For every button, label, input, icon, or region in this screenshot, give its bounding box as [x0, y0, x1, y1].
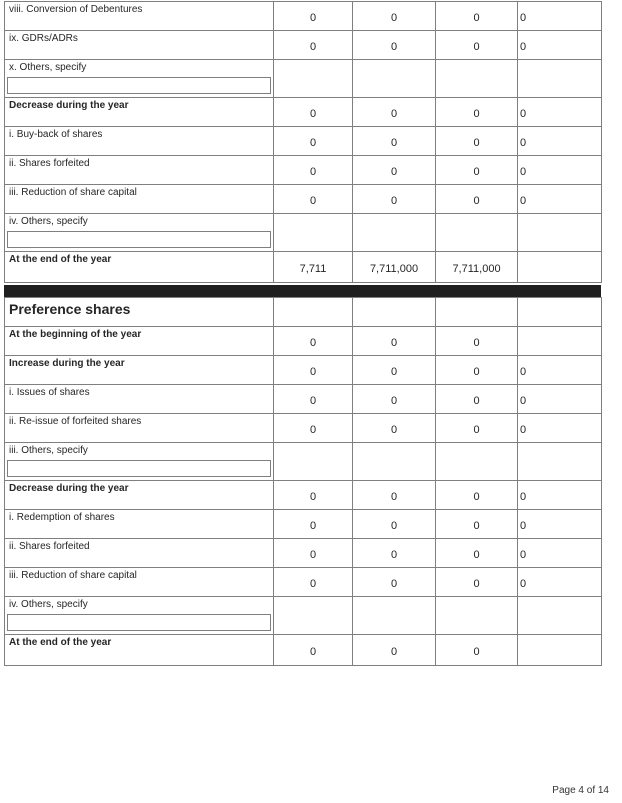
row-label: i. Issues of shares [5, 385, 274, 414]
cell-value [436, 60, 518, 98]
section-title: Preference shares [5, 298, 274, 327]
cell-value: 0 [353, 356, 436, 385]
cell-value [518, 327, 602, 356]
cell-value: 0 [518, 385, 602, 414]
table-row [5, 356, 602, 385]
table-row [5, 539, 602, 568]
cell-value: 0 [274, 568, 353, 597]
cell-value: 0 [353, 31, 436, 60]
table-row [5, 635, 602, 666]
cell-value: 0 [353, 539, 436, 568]
cell-value: 0 [436, 510, 518, 539]
table-row [5, 597, 602, 635]
cell-value: 0 [436, 481, 518, 510]
cell-value: 0 [436, 356, 518, 385]
table-row [5, 2, 602, 31]
cell-value: 0 [274, 510, 353, 539]
cell-value: 0 [436, 414, 518, 443]
table-row [5, 252, 602, 283]
cell-value [274, 298, 353, 327]
row-label: iv. Others, specify [9, 599, 88, 610]
cell-value: 0 [436, 185, 518, 214]
table-row [5, 385, 602, 414]
cell-value: 0 [353, 385, 436, 414]
cell-value: 0 [353, 327, 436, 356]
cell-value: 7,711 [274, 252, 353, 283]
cell-value [518, 635, 602, 666]
cell-value: 0 [353, 2, 436, 31]
preference-others-specify-iii-input[interactable] [7, 460, 271, 477]
cell-value: 0 [436, 539, 518, 568]
cell-value [436, 298, 518, 327]
cell-value: 0 [436, 2, 518, 31]
cell-value: 0 [274, 414, 353, 443]
cell-value: 0 [436, 385, 518, 414]
cell-value: 0 [518, 568, 602, 597]
row-label: Decrease during the year [5, 481, 274, 510]
equity-others-specify-x-input[interactable] [7, 77, 271, 94]
cell-value: 0 [353, 414, 436, 443]
cell-value: 0 [436, 127, 518, 156]
cell-value: 0 [274, 185, 353, 214]
cell-value: 0 [274, 356, 353, 385]
cell-value [436, 597, 518, 635]
row-label: iii. Reduction of share capital [5, 568, 274, 597]
cell-value: 0 [353, 510, 436, 539]
cell-value [353, 214, 436, 252]
cell-value [353, 60, 436, 98]
row-label: ii. Re-issue of forfeited shares [5, 414, 274, 443]
cell-value: 0 [518, 31, 602, 60]
cell-value [274, 443, 353, 481]
cell-value [518, 214, 602, 252]
cell-value: 0 [274, 539, 353, 568]
cell-value [518, 60, 602, 98]
row-label: At the end of the year [5, 252, 274, 283]
preference-shares-table [4, 297, 602, 666]
cell-value [353, 298, 436, 327]
cell-value: 0 [518, 414, 602, 443]
row-label-with-input [5, 214, 274, 252]
row-label: viii. Conversion of Debentures [5, 2, 274, 31]
cell-value: 0 [518, 356, 602, 385]
cell-value: 0 [353, 481, 436, 510]
cell-value: 0 [274, 385, 353, 414]
cell-value: 0 [518, 539, 602, 568]
cell-value: 0 [274, 2, 353, 31]
page-number: Page 4 of 14 [552, 785, 609, 796]
row-label: Decrease during the year [5, 98, 274, 127]
table-row [5, 98, 602, 127]
cell-value: 0 [436, 98, 518, 127]
table-row [5, 414, 602, 443]
cell-value: 0 [274, 98, 353, 127]
row-label: ix. GDRs/ADRs [5, 31, 274, 60]
cell-value: 0 [518, 481, 602, 510]
row-label-with-input [5, 443, 274, 481]
preference-others-specify-iv-input[interactable] [7, 614, 271, 631]
cell-value [274, 214, 353, 252]
cell-value [274, 597, 353, 635]
cell-value [518, 298, 602, 327]
row-label: i. Buy-back of shares [5, 127, 274, 156]
row-label: At the beginning of the year [5, 327, 274, 356]
row-label: ii. Shares forfeited [5, 539, 274, 568]
cell-value: 0 [274, 127, 353, 156]
row-label: ii. Shares forfeited [5, 156, 274, 185]
cell-value: 0 [274, 635, 353, 666]
cell-value: 0 [353, 635, 436, 666]
cell-value [518, 252, 602, 283]
cell-value [274, 60, 353, 98]
row-label: iv. Others, specify [9, 216, 88, 227]
cell-value: 0 [436, 156, 518, 185]
table-row [5, 510, 602, 539]
section-divider-band [4, 285, 601, 297]
cell-value: 0 [274, 481, 353, 510]
cell-value [436, 214, 518, 252]
equity-others-specify-iv-input[interactable] [7, 231, 271, 248]
row-label: iii. Others, specify [9, 445, 88, 456]
row-label: x. Others, specify [9, 62, 87, 73]
table-row [5, 214, 602, 252]
cell-value: 0 [518, 156, 602, 185]
table-row [5, 185, 602, 214]
cell-value [436, 443, 518, 481]
cell-value: 0 [518, 185, 602, 214]
cell-value: 7,711,000 [353, 252, 436, 283]
row-label: At the end of the year [5, 635, 274, 666]
row-label-with-input [5, 597, 274, 635]
cell-value: 0 [274, 327, 353, 356]
cell-value: 0 [436, 568, 518, 597]
cell-value: 0 [518, 2, 602, 31]
cell-value: 0 [518, 98, 602, 127]
row-label: Increase during the year [5, 356, 274, 385]
cell-value: 0 [353, 185, 436, 214]
cell-value [518, 597, 602, 635]
cell-value: 0 [353, 156, 436, 185]
table-row [5, 60, 602, 98]
table-row [5, 156, 602, 185]
section-title-row [5, 298, 602, 327]
cell-value: 7,711,000 [436, 252, 518, 283]
table-row [5, 327, 602, 356]
table-row [5, 443, 602, 481]
cell-value: 0 [274, 31, 353, 60]
table-row [5, 568, 602, 597]
cell-value: 0 [436, 327, 518, 356]
cell-value: 0 [436, 635, 518, 666]
cell-value [353, 443, 436, 481]
cell-value [353, 597, 436, 635]
cell-value: 0 [353, 98, 436, 127]
row-label: iii. Reduction of share capital [5, 185, 274, 214]
table-row [5, 127, 602, 156]
cell-value: 0 [436, 31, 518, 60]
row-label: i. Redemption of shares [5, 510, 274, 539]
table-row [5, 481, 602, 510]
table-row [5, 31, 602, 60]
cell-value: 0 [353, 568, 436, 597]
cell-value: 0 [353, 127, 436, 156]
row-label-with-input [5, 60, 274, 98]
cell-value: 0 [518, 127, 602, 156]
cell-value: 0 [274, 156, 353, 185]
equity-shares-table [4, 1, 602, 283]
cell-value [518, 443, 602, 481]
cell-value: 0 [518, 510, 602, 539]
